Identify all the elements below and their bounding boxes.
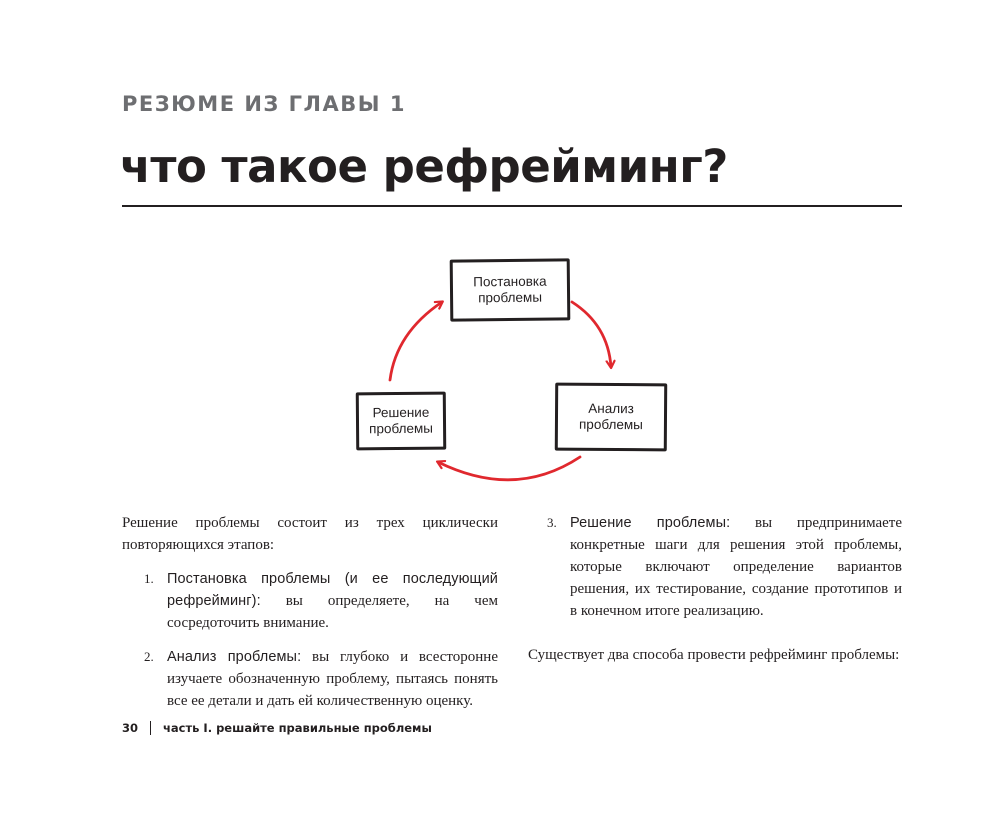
list-item-analysis (122, 646, 498, 712)
desc-framing: вы определяете, на чем сосредоточить внимание. (167, 593, 498, 631)
list-item-framing (122, 568, 498, 634)
reframing-cycle-diagram (340, 245, 680, 495)
page-title: что такое рефрейминг? (120, 140, 728, 193)
desc-analysis: вы глубоко и всесторонне изучаете обозначенную проблему, пытаясь понять все ее детали и дать ей количественную оценку. (167, 649, 498, 709)
intro-paragraph: Решение проблемы состоит из трех циклически повторяющихся этапов: (122, 515, 498, 553)
outro-paragraph: Существует два способа провести рефрейминг проблемы: (528, 647, 900, 663)
box-problem-framing (450, 258, 571, 321)
box-problem-solving-line1: Решение (372, 404, 430, 421)
desc-solving: вы предпринимаете конкретные шаги для решения этой проблемы, которые включают определение вариантов решения, их тестирование, создание прототипов и в конечном итоге реализацию. (570, 515, 902, 619)
list-number: 3. (547, 515, 557, 530)
box-problem-analysis (555, 383, 667, 452)
left-column (122, 512, 498, 712)
arrow-solving-to-framing (390, 302, 442, 380)
arrow-framing-to-analysis (572, 302, 611, 367)
list-number: 1. (144, 571, 154, 586)
box-problem-analysis-line1: Анализ (588, 400, 634, 417)
box-problem-analysis-line2: проблемы (578, 416, 643, 433)
running-title: часть I. решайте правильные проблемы (163, 721, 432, 735)
arrow-analysis-to-solving (438, 457, 580, 480)
chapter-kicker: РЕЗЮМЕ ИЗ ГЛАВЫ 1 (122, 92, 406, 116)
right-column (528, 512, 902, 666)
page-footer (122, 721, 432, 735)
box-problem-solving-line2: проблемы (369, 420, 434, 437)
term-analysis: Анализ проблемы: (167, 649, 302, 665)
footer-separator (150, 721, 151, 735)
title-divider (122, 205, 902, 207)
box-problem-solving (356, 392, 447, 451)
list-item-solving (528, 512, 902, 622)
list-number: 2. (144, 649, 154, 664)
page-number: 30 (122, 721, 139, 735)
term-framing: Постановка проблемы (и ее последующий рефрейминг): (167, 571, 498, 609)
box-problem-framing-line1: Постановка (473, 273, 547, 290)
box-problem-framing-line2: проблемы (478, 289, 543, 306)
term-solving: Решение проблемы: (570, 515, 731, 531)
